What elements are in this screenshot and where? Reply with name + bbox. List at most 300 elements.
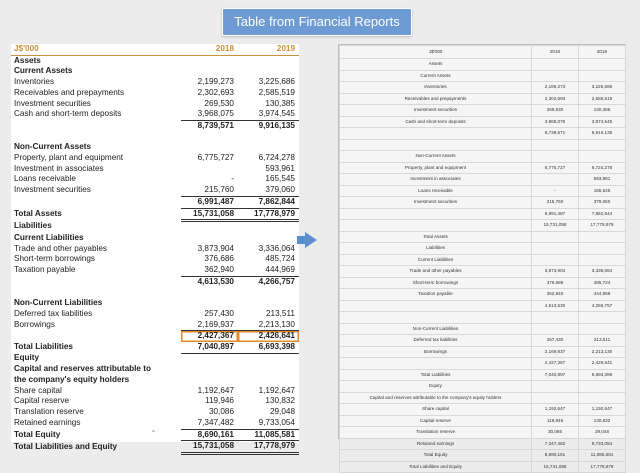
source-value-2018 xyxy=(181,233,238,244)
source-value-2018: 15,731,058 xyxy=(181,208,238,221)
source-value-2018 xyxy=(181,164,238,175)
source-row xyxy=(11,153,299,164)
source-value-2019: 3,336,064 xyxy=(258,243,295,253)
extracted-row xyxy=(340,346,626,358)
extracted-value-2019: 379,060 xyxy=(579,197,626,209)
extracted-row xyxy=(340,59,626,71)
source-row-label: Equity xyxy=(14,353,40,363)
extracted-value-2018: 15,731,058 xyxy=(532,461,579,473)
extracted-value-2019: 7,862,844 xyxy=(579,208,626,220)
source-row xyxy=(11,185,299,196)
extracted-header-label: J$'000 xyxy=(340,46,532,59)
extracted-value-2018: 215,760 xyxy=(532,197,579,209)
extracted-row xyxy=(340,162,626,174)
source-value-2018: 2,199,273 xyxy=(197,77,234,87)
source-header-2019: 2019 xyxy=(238,44,299,55)
source-value-2019: 6,693,398 xyxy=(238,342,299,353)
source-row xyxy=(11,174,299,185)
source-value-2018: 269,530 xyxy=(204,98,234,108)
extracted-value-2019: 2,213,130 xyxy=(579,346,626,358)
extracted-value-2019 xyxy=(579,139,626,151)
source-row xyxy=(11,208,299,221)
extracted-row-label: Current Assets xyxy=(340,70,532,82)
source-value-2018: 362,940 xyxy=(181,265,238,276)
source-row xyxy=(11,375,299,386)
extracted-row-label: Translation reserve xyxy=(340,427,532,439)
extracted-row xyxy=(340,381,626,393)
source-value-2019 xyxy=(238,364,299,375)
extracted-row-label: Equity xyxy=(340,381,532,393)
source-row-label: Translation reserve xyxy=(14,407,84,417)
source-row xyxy=(11,407,299,418)
source-row-label: Cash and short-term deposits xyxy=(14,109,122,119)
extracted-value-2019: 3,336,064 xyxy=(579,266,626,278)
source-row xyxy=(11,196,299,208)
extracted-row xyxy=(340,243,626,255)
extracted-row-label: Trade and other payables xyxy=(340,266,532,278)
source-value-2019: 379,060 xyxy=(238,185,299,196)
source-row xyxy=(11,331,299,342)
extracted-value-2018: 30,086 xyxy=(532,427,579,439)
source-value-2019 xyxy=(238,221,299,233)
source-value-2019: 6,724,278 xyxy=(258,153,295,163)
source-balance-sheet xyxy=(11,44,299,455)
extracted-row xyxy=(340,105,626,117)
source-value-2018 xyxy=(181,298,238,309)
extracted-value-2018: 8,739,571 xyxy=(532,128,579,140)
extracted-row-label xyxy=(340,358,532,370)
extracted-value-2019: 130,385 xyxy=(579,105,626,117)
extracted-row xyxy=(340,277,626,289)
source-value-2018 xyxy=(181,221,238,233)
extracted-header-2019: 2019 xyxy=(579,46,626,59)
extracted-row-label: Taxation payable xyxy=(340,289,532,301)
source-value-2019: 3,974,545 xyxy=(238,109,299,120)
extracted-value-2019: 17,778,979 xyxy=(579,461,626,473)
source-row-label xyxy=(11,196,181,208)
extracted-value-2019: 17,778,979 xyxy=(579,220,626,232)
source-row xyxy=(11,364,299,375)
source-header-row xyxy=(11,44,299,55)
extracted-value-2018 xyxy=(532,254,579,266)
extracted-value-2018 xyxy=(532,231,579,243)
source-row xyxy=(11,99,299,110)
extracted-row xyxy=(340,300,626,312)
extracted-value-2019 xyxy=(579,151,626,163)
source-row xyxy=(11,88,299,99)
source-value-2019: 2,426,641 xyxy=(238,331,299,342)
source-header-2018: 2018 xyxy=(181,44,238,55)
source-value-2019: 9,916,135 xyxy=(258,120,295,130)
extracted-row xyxy=(340,450,626,462)
extracted-row-label: Total Liabilities xyxy=(340,369,532,381)
extracted-value-2018: 7,040,897 xyxy=(532,369,579,381)
extracted-row xyxy=(340,427,626,439)
extracted-value-2018 xyxy=(532,381,579,393)
extracted-value-2019 xyxy=(579,392,626,404)
extracted-value-2019: 2,585,519 xyxy=(579,93,626,105)
extracted-row xyxy=(340,335,626,347)
extracted-value-2018: 2,302,693 xyxy=(532,93,579,105)
extracted-row-label: Assets xyxy=(340,59,532,71)
source-row-label xyxy=(11,287,181,298)
source-value-2018: 3,873,904 xyxy=(197,243,234,253)
extracted-value-2019 xyxy=(579,312,626,324)
extracted-value-2019 xyxy=(579,254,626,266)
source-value-2018: 1,192,647 xyxy=(197,385,234,395)
extracted-row-label: Receivables and prepayments xyxy=(340,93,532,105)
extracted-value-2018: 3,873,904 xyxy=(532,266,579,278)
source-row xyxy=(11,164,299,175)
source-row-label: Short-term borrowings xyxy=(14,254,95,264)
source-value-2019 xyxy=(238,287,299,298)
source-row-label: Taxation payable xyxy=(14,265,76,275)
extracted-value-2018: 4,613,530 xyxy=(532,300,579,312)
extracted-row-label: Current Liabilities xyxy=(340,254,532,266)
source-header-label: J$'000 xyxy=(11,44,181,55)
extracted-value-2019: 3,974,545 xyxy=(579,116,626,128)
source-row-label: Trade and other payables xyxy=(14,243,108,253)
extracted-value-2018: 269,530 xyxy=(532,105,579,117)
source-row xyxy=(11,396,299,407)
source-value-2018: 15,731,058 xyxy=(181,441,238,454)
source-value-2019 xyxy=(238,233,299,244)
source-row-label: Receivables and prepayments xyxy=(14,87,125,97)
source-row xyxy=(11,254,299,265)
source-value-2019: 593,961 xyxy=(265,163,295,173)
source-row xyxy=(11,418,299,429)
source-row-label: Total Assets xyxy=(14,209,62,219)
source-value-2018: 7,347,482 xyxy=(181,418,238,429)
source-value-2018: 8,739,571 xyxy=(197,120,234,130)
extracted-row xyxy=(340,208,626,220)
source-row-label: Inventories xyxy=(14,77,55,87)
source-value-2019: 11,085,581 xyxy=(238,429,299,441)
source-value-2018: 6,775,727 xyxy=(197,153,234,163)
source-row xyxy=(11,221,299,233)
source-row-label xyxy=(11,132,181,143)
source-value-2019: 2,585,519 xyxy=(258,87,295,97)
source-row-label: Loans receivable xyxy=(14,174,76,184)
extracted-value-2019: 6,693,398 xyxy=(579,369,626,381)
extracted-value-2019: 11,085,581 xyxy=(579,450,626,462)
source-row-label: Investment securities xyxy=(14,185,91,195)
extracted-row-label: Non-Current Assets xyxy=(340,151,532,163)
source-value-2019: 9,733,054 xyxy=(238,418,299,429)
source-value-2018 xyxy=(181,375,238,386)
extracted-row-label: Inventories xyxy=(340,82,532,94)
source-value-2019: 130,832 xyxy=(265,396,295,406)
extracted-row-label: Total Liabilities and Equity xyxy=(340,461,532,473)
extracted-row xyxy=(340,392,626,404)
extracted-value-2019: 4,266,757 xyxy=(579,300,626,312)
right-arrow-icon xyxy=(305,232,317,248)
source-value-2018: 4,613,530 xyxy=(197,276,234,286)
extracted-row xyxy=(340,358,626,370)
extracted-row-label xyxy=(340,128,532,140)
extracted-value-2018: 376,686 xyxy=(532,277,579,289)
source-row xyxy=(11,244,299,255)
extracted-row xyxy=(340,404,626,416)
extracted-value-2018: 8,690,161 xyxy=(532,450,579,462)
extracted-row xyxy=(340,438,626,450)
extracted-row-label: Share capital xyxy=(340,404,532,416)
extracted-value-2019: 6,724,278 xyxy=(579,162,626,174)
extracted-row-label: Cash and short-term deposits xyxy=(340,116,532,128)
extracted-row xyxy=(340,266,626,278)
extracted-row xyxy=(340,197,626,209)
extracted-row-label: Liabilities xyxy=(340,243,532,255)
source-row-label: Non-Current Liabilities xyxy=(14,298,103,308)
source-value-2018 xyxy=(181,132,238,143)
extracted-table xyxy=(339,45,626,473)
source-row-label xyxy=(11,120,181,131)
source-value-2018: 119,946 xyxy=(205,396,234,406)
extracted-row xyxy=(340,93,626,105)
source-value-2018: 2,427,367 xyxy=(181,331,238,342)
extracted-value-2019: 2,426,641 xyxy=(579,358,626,370)
extracted-row-label: Non-Current Liabilities xyxy=(340,323,532,335)
extracted-value-2018: 3,968,075 xyxy=(532,116,579,128)
extracted-row xyxy=(340,289,626,301)
extracted-value-2018 xyxy=(532,312,579,324)
source-row-label: Current Assets xyxy=(14,66,73,76)
source-value-2019: 3,225,686 xyxy=(258,77,295,87)
extracted-value-2019: 593,961 xyxy=(579,174,626,186)
extracted-row xyxy=(340,312,626,324)
extracted-row-label: Capital and reserves attributable to the company's equity holders xyxy=(340,392,532,404)
extracted-value-2019: 3,225,686 xyxy=(579,82,626,94)
extracted-value-2018: - xyxy=(532,185,579,197)
extracted-row-label: Total Assets xyxy=(340,231,532,243)
source-row-label: Total Equity xyxy=(14,429,61,439)
extracted-value-2019 xyxy=(579,70,626,82)
source-value-2019: 213,511 xyxy=(266,308,295,318)
extracted-value-2018: 6,775,727 xyxy=(532,162,579,174)
extracted-value-2019: 485,724 xyxy=(579,277,626,289)
extracted-row xyxy=(340,461,626,473)
extracted-value-2019: 9,733,054 xyxy=(579,438,626,450)
extracted-value-2019 xyxy=(579,243,626,255)
source-row xyxy=(11,233,299,244)
extracted-value-2018: 6,991,487 xyxy=(532,208,579,220)
extracted-row xyxy=(340,254,626,266)
source-value-2018: 6,991,487 xyxy=(181,196,238,208)
source-row-label: Retained earnings xyxy=(14,418,81,428)
extracted-value-2019: 1,192,647 xyxy=(579,404,626,416)
source-value-2019: 1,192,647 xyxy=(258,385,295,395)
extracted-row-label: Retained earnings xyxy=(340,438,532,450)
source-row xyxy=(11,386,299,397)
source-row-label: Property, plant and equipment xyxy=(14,153,124,163)
extracted-value-2019 xyxy=(579,323,626,335)
extracted-row xyxy=(340,70,626,82)
source-value-2019: 165,545 xyxy=(265,174,295,184)
extracted-value-2019: 29,048 xyxy=(579,427,626,439)
extracted-value-2018: 2,199,273 xyxy=(532,82,579,94)
source-row-label: Liabilities xyxy=(14,221,52,231)
source-value-2019: 7,862,844 xyxy=(238,196,299,208)
source-row xyxy=(11,109,299,120)
extracted-value-2018 xyxy=(532,151,579,163)
source-row xyxy=(11,120,299,131)
extracted-row-label xyxy=(340,312,532,324)
extracted-row xyxy=(340,185,626,197)
caret-up-icon: ⌃ xyxy=(150,429,157,438)
source-value-2019 xyxy=(238,142,299,153)
source-row-label: Current Liabilities xyxy=(14,232,84,242)
extracted-value-2019 xyxy=(579,381,626,393)
extracted-row xyxy=(340,231,626,243)
extracted-row-label: Property, plant and equipment xyxy=(340,162,532,174)
source-row-label: Investment securities xyxy=(14,98,91,108)
source-row-label: Deferred tax liabilities xyxy=(14,308,93,318)
source-row-label: Non-Current Assets xyxy=(14,142,92,152)
source-row xyxy=(11,309,299,320)
extracted-value-2019: 444,969 xyxy=(579,289,626,301)
source-row-label: Total Liabilities xyxy=(14,342,73,352)
extracted-row-label xyxy=(340,220,532,232)
extracted-value-2018 xyxy=(532,139,579,151)
extracted-row xyxy=(340,323,626,335)
extracted-value-2018: 2,169,937 xyxy=(532,346,579,358)
source-row xyxy=(11,77,299,88)
extracted-row-label: Loans receivable xyxy=(340,185,532,197)
source-row xyxy=(11,66,299,77)
source-row xyxy=(11,342,299,353)
source-value-2019 xyxy=(238,375,299,386)
extracted-row xyxy=(340,369,626,381)
source-row-label: Total Liabilities and Equity xyxy=(14,441,118,451)
source-row-label: Share capital xyxy=(14,385,62,395)
extracted-header-row xyxy=(340,46,626,59)
source-row xyxy=(11,320,299,331)
extracted-row-label: Short-term borrowings xyxy=(340,277,532,289)
source-value-2019: 4,266,757 xyxy=(258,276,295,286)
source-value-2018: 2,302,693 xyxy=(197,87,234,97)
source-row xyxy=(11,55,299,66)
extracted-row-label xyxy=(340,139,532,151)
source-value-2018 xyxy=(181,287,238,298)
source-value-2019: 130,385 xyxy=(265,98,295,108)
extracted-value-2019: 9,916,135 xyxy=(579,128,626,140)
extracted-value-2019: 165,545 xyxy=(579,185,626,197)
source-value-2018: - xyxy=(231,174,234,184)
extracted-value-2019 xyxy=(579,59,626,71)
extracted-value-2018: 362,940 xyxy=(532,289,579,301)
source-report-image xyxy=(11,44,299,451)
source-value-2018: 376,686 xyxy=(204,254,234,264)
source-value-2019 xyxy=(238,353,299,364)
extracted-row xyxy=(340,128,626,140)
source-row-label xyxy=(11,331,181,342)
extracted-value-2018 xyxy=(532,59,579,71)
source-row xyxy=(11,142,299,153)
extracted-value-2018: 1,192,647 xyxy=(532,404,579,416)
source-value-2018: 2,169,937 xyxy=(181,320,238,331)
source-value-2019 xyxy=(238,66,299,77)
source-value-2019: 485,724 xyxy=(265,254,295,264)
source-value-2019 xyxy=(238,55,299,66)
extracted-row-label xyxy=(340,208,532,220)
source-value-2018 xyxy=(181,142,238,153)
extracted-row xyxy=(340,116,626,128)
extracted-row-label: Borrowings xyxy=(340,346,532,358)
extracted-value-2018: 257,430 xyxy=(532,335,579,347)
source-value-2018: 3,968,075 xyxy=(181,109,238,120)
extracted-row-label: Capital reserve xyxy=(340,415,532,427)
extracted-row-label: Investment securities xyxy=(340,105,532,117)
extracted-value-2019: 213,511 xyxy=(579,335,626,347)
source-value-2018 xyxy=(181,364,238,375)
extracted-row-label: Investment in associates xyxy=(340,174,532,186)
extracted-header-2018: 2018 xyxy=(532,46,579,59)
extracted-value-2018 xyxy=(532,243,579,255)
source-row-label xyxy=(11,276,181,287)
source-value-2018 xyxy=(181,55,238,66)
source-row-label: Capital reserve xyxy=(14,396,70,406)
source-row xyxy=(11,265,299,276)
source-value-2018: 7,040,897 xyxy=(181,342,238,353)
source-value-2019: 29,048 xyxy=(269,407,295,417)
extracted-row-label: Investment securities xyxy=(340,197,532,209)
extracted-row xyxy=(340,151,626,163)
extracted-value-2018: 119,946 xyxy=(532,415,579,427)
source-row xyxy=(11,287,299,298)
source-value-2019 xyxy=(238,298,299,309)
extracted-value-2018: 2,427,367 xyxy=(532,358,579,370)
source-row xyxy=(11,276,299,287)
source-value-2019 xyxy=(238,132,299,143)
extracted-table-panel xyxy=(338,44,626,469)
source-value-2018: 257,430 xyxy=(204,308,234,318)
source-value-2018 xyxy=(181,66,238,77)
extracted-row-label: Total Equity xyxy=(340,450,532,462)
extracted-row-label: Deferred tax liabilities xyxy=(340,335,532,347)
extracted-value-2019 xyxy=(579,231,626,243)
extracted-value-2019: 130,832 xyxy=(579,415,626,427)
source-value-2018 xyxy=(181,353,238,364)
source-value-2018: 8,690,161 xyxy=(181,429,238,441)
extracted-value-2018 xyxy=(532,323,579,335)
extracted-value-2018: 7,347,482 xyxy=(532,438,579,450)
source-value-2019: 17,778,979 xyxy=(238,208,299,221)
extracted-row xyxy=(340,174,626,186)
extracted-row xyxy=(340,415,626,427)
source-row xyxy=(11,132,299,143)
source-value-2018: 30,086 xyxy=(208,407,234,417)
extracted-value-2018: 15,731,058 xyxy=(532,220,579,232)
source-row-label: the company's equity holders xyxy=(14,375,130,385)
source-value-2019: 444,969 xyxy=(238,265,299,276)
source-row xyxy=(11,353,299,364)
extracted-value-2018 xyxy=(532,70,579,82)
extracted-value-2018 xyxy=(532,392,579,404)
extracted-row-label xyxy=(340,300,532,312)
source-value-2019: 17,778,979 xyxy=(238,441,299,454)
source-row-label: Investment in associates xyxy=(14,163,104,173)
extracted-row xyxy=(340,139,626,151)
extracted-row xyxy=(340,220,626,232)
source-value-2018: 215,760 xyxy=(181,185,238,196)
source-row xyxy=(11,298,299,309)
extracted-value-2018 xyxy=(532,174,579,186)
source-row-label: Capital and reserves attributable to xyxy=(14,364,151,374)
page-title-banner: Table from Financial Reports xyxy=(222,8,412,36)
source-row-label: Borrowings xyxy=(14,319,55,329)
extracted-row xyxy=(340,82,626,94)
source-value-2019: 2,213,130 xyxy=(238,320,299,331)
